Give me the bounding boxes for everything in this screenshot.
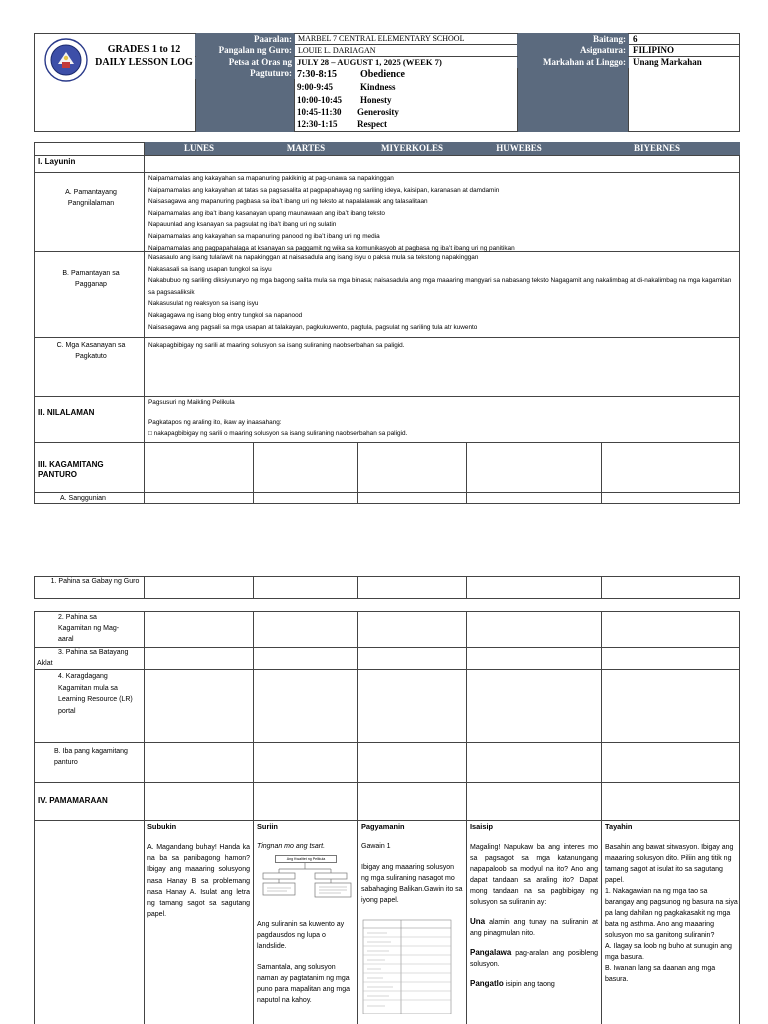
- suriin-title: Suriin: [257, 822, 278, 831]
- suriin-italic: Tingnan mo ang tsart.: [257, 843, 326, 850]
- suriin-cell: [257, 822, 354, 1006]
- content-line: Naisasagawa ang mapanuring pagbasa sa iba’t ibang uri ng teksto at napalalawak ang talasalitaan: [148, 198, 428, 206]
- tayahin-cell: [605, 822, 738, 985]
- schedule-value: Respect: [357, 119, 387, 129]
- baitang-value: 6: [633, 34, 638, 44]
- deped-seal-icon: [44, 38, 88, 82]
- isaisip-una: [470, 916, 598, 939]
- tayahin-option-b: B. Iwanan lang sa daanan ang mga basura.: [605, 965, 716, 983]
- content-line: Napauunlad ang ksanayan sa pagsulat ng iba’t ibang uri ng sulatin: [148, 221, 337, 229]
- subukin-text: A. Magandang buhay! Handa ka na ba sa panibagong hamon? Ibigay ang maaaring solusyong nasa Hanay B sa problemang nasa Hanay A. Isulat ang letra ng tamang sagot sa sagutang papel.: [147, 844, 250, 919]
- schedule-value: Obedience: [360, 69, 405, 80]
- pamamaraan-label: IV. PAMAMARAAN: [38, 796, 108, 805]
- content-line: Nakabubuo ng sariling diksiyunaryo ng mga bagong salita mula sa mga binasa; naisasadula ang mga maaaring mangyari sa nabasang teksto Nagagamit ang nakalimbag at di-nakalimbag na mga kagamitan sa pagsasaliksik: [148, 277, 732, 296]
- paaralan-label: Paaralan:: [195, 34, 295, 45]
- layunin-label: I. Layunin: [38, 157, 76, 166]
- suriin-p1: Ang suliranin sa kuwento ay pagdausdos ng lupa o landslide.: [257, 921, 345, 950]
- content-line: Naipamamalas ang pagpapahalaga at ksanayan sa paggamit ng wika sa komunikasyob at pagbasa ng iba’t ibang uri ng panitikan: [148, 244, 515, 252]
- petsa-value: JULY 28 – AUGUST 1, 2025 (WEEK 7): [297, 57, 442, 67]
- isaisip-pangatlo-bold: Pangatlo: [470, 979, 504, 988]
- schedule-row: [297, 69, 517, 81]
- pagyamanin-cell: [361, 822, 463, 1014]
- markahan-value: Unang Markahan: [633, 57, 702, 67]
- day-martes: MARTES: [286, 143, 326, 153]
- tayahin-title: Tayahin: [605, 822, 633, 831]
- suriin-p2: Samantala, ang solusyon naman ay pagtatanim ng mga puno para mapalitan ang mga naputol na kahoy.: [257, 964, 351, 1004]
- nilalaman-content: [148, 397, 738, 440]
- schedule-time: 10:00-10:45: [297, 95, 342, 105]
- title-line-2: DAILY LESSON LOG: [95, 57, 193, 68]
- pagyamanin-text: Ibigay ang maaaring solusyon ng mga suliraning nasagot mo sabahaging Balikan.Gawin ito sa iyong papel.: [361, 864, 463, 904]
- day-huwebes: HUWEBES: [496, 143, 542, 153]
- pagyamanin-title: Pagyamanin: [361, 822, 405, 831]
- isaisip-title: Isaisip: [470, 822, 494, 831]
- iba-pang-label: B. Iba pang kagamitang panturo: [54, 748, 128, 766]
- content-line: Naipamamalas ang kakayahan sa mapanuring panood ng iba’t ibang uri ng media: [148, 232, 380, 240]
- schedule-row: [297, 95, 517, 107]
- schedule-row: [297, 119, 517, 131]
- suriin-diagram-icon: [257, 855, 353, 913]
- content-line: Naisasagawa ang pagsali sa mga usapan at talakayan, pagkukuwento, pagtula, pagsulat ng sariling tula atr kuwento: [148, 323, 478, 331]
- content-line: Nakasusulat ng reaksyon sa isang isyu: [148, 300, 259, 308]
- sanggunian-label: A. Sanggunian: [60, 495, 106, 502]
- paaralan-value: MARBEL 7 CENTRAL ELEMENTARY SCHOOL: [298, 34, 465, 43]
- pamantayan-sa-pagganap-content: [148, 252, 738, 333]
- content-line: Naipamamalas ang iba’t ibang kasanayan upang maunawaan ang iba’t ibang teksto: [148, 209, 385, 217]
- subukin-cell: [147, 822, 250, 920]
- isaisip-una-bold: Una: [470, 917, 486, 926]
- subukin-title: Subukin: [147, 822, 177, 831]
- baitang-label: Baitang:: [517, 34, 629, 45]
- isaisip-pangatlo-text: isipin ang taong: [503, 981, 555, 988]
- nilalaman-label: II. NILALAMAN: [38, 408, 95, 417]
- tayahin-option-a: A. Ilagay sa loob ng buho at sunugin ang mga basura.: [605, 943, 732, 961]
- content-line: Naipamamalas ang kakayahan at tatas sa pagsasalita at pagpapahayag ng sariling ideya, kaisipan, karanasan at damdamin: [148, 186, 500, 194]
- isaisip-pangalawa: [470, 947, 598, 970]
- content-line: Naipamamalas ang kakayahan sa mapanuring pakikinig at pag-unawa sa napakinggan: [148, 175, 394, 182]
- pamantayang-pangnilalaman-label: A. Pamantayang Pangnilalaman: [65, 189, 117, 207]
- schedule-time: 10:45-11:30: [297, 107, 342, 117]
- schedule-time: 9:00-9:45: [297, 82, 333, 92]
- isaisip-pangatlo: [470, 978, 598, 990]
- tayahin-text: Basahin ang bawat sitwasyon. Ibigay ang maaaring solusyon dito. Piliin ang titik ng tamang sagot at isulat ito sa sagutang papel.: [605, 844, 734, 884]
- pagyamanin-sub: Gawain 1: [361, 843, 391, 850]
- schedule-row: [297, 107, 517, 119]
- petsa-label-1: Petsa at Oras ng: [195, 57, 295, 68]
- pamantayang-pangnilalaman-content: [148, 173, 738, 254]
- kasanayan-label: C. Mga Kasanayan sa Pagkatuto: [56, 342, 126, 360]
- isaisip-text: Magaling! Napukaw ba ang interes mo sa pagsagot sa mga katanungang napapaloob sa modyul na ito? Ano ang dapat tandaan sa araling ito? Dapat mong tandaan na sa pagbibigay ng solusyon sa suliranin ay:: [470, 844, 598, 906]
- isaisip-pangalawa-bold: Pangalawa: [470, 948, 512, 957]
- day-lunes: LUNES: [183, 143, 214, 153]
- pagyamanin-table-icon: [361, 918, 455, 1014]
- markahan-label: Markahan at Linggo:: [517, 57, 629, 68]
- schedule-value: Kindness: [360, 82, 396, 92]
- isaisip-cell: [470, 822, 598, 990]
- gabay-label: 1. Pahina sa Gabay ng Guro: [50, 578, 140, 585]
- content-line: Pagsusuri ng Maikling Pelikula: [148, 399, 235, 406]
- suriin-chart: [257, 855, 353, 913]
- karagdagang-label: 4. Karagdagang Kagamitan mula sa Learning Resource (LR) portal: [58, 673, 133, 715]
- kagamitang-label: III. KAGAMITANG PANTURO: [38, 460, 104, 479]
- kagamitan-mag-label: 2. Pahina sa Kagamitan ng Mag-aaral: [58, 614, 120, 643]
- day-biyernes: BIYERNES: [633, 143, 680, 153]
- guro-label: Pangalan ng Guro:: [195, 45, 295, 56]
- pamantayan-sa-pagganap-label: B. Pamantayan sa Pagganap: [62, 270, 120, 288]
- suriin-chart-title: Ang Kwalitet ng Pelikula: [275, 855, 337, 863]
- title-line-1: GRADES 1 to 12: [107, 44, 181, 55]
- schedule-value: Generosity: [357, 107, 399, 117]
- asignatura-value: FILIPINO: [633, 45, 675, 55]
- guro-value: LOUIE L. DARIAGAN: [298, 46, 376, 55]
- petsa-label-2: Pagtuturo:: [195, 68, 295, 79]
- content-line: □ nakapagbibigay ng sarili o maaring solusyon sa isang suliraning naobserbahan sa paligid.: [148, 430, 408, 438]
- content-line: Nakagagawa ng isang blog entry tungkol sa napanood: [148, 311, 303, 319]
- tayahin-item-1: 1. Nakagawian na ng mga tao sa barangay ang pagsunog ng basura na siya pa lang dahilan ng pagkakasakit ng mga bata ng asthma. Ano ang maaaring solusyon mo sa ganitong suliranin?: [605, 888, 738, 939]
- schedule-row: [297, 82, 517, 94]
- content-line: Nakasasali sa isang usapan tungkol sa isyu: [148, 265, 272, 273]
- day-miyerkoles: MIYERKOLES: [380, 143, 443, 153]
- content-line: Nasasaulo ang isang tula/awit na napakinggan at naisasadula ang isang isyu o paksa mula sa tekstong napakinggan: [148, 254, 479, 261]
- isaisip-una-text: alamin ang tunay na suliranin at ang pinagmulan nito.: [470, 919, 598, 937]
- asignatura-label: Asignatura:: [517, 45, 629, 56]
- schedule-value: Honesty: [360, 95, 392, 105]
- kasanayan-content: Nakapagbibigay ng sarili at maaring solusyon sa isang suliraning naobserbahan sa paligid.: [148, 342, 405, 349]
- content-line: Pagkatapos ng araling ito, ikaw ay inaasahang:: [148, 418, 282, 426]
- schedule-time: 12:30-1:15: [297, 119, 338, 129]
- days-header: [144, 142, 740, 155]
- schedule-time: 7:30-8:15: [297, 69, 337, 80]
- isaisip-pangalawa-text: pag-aralan ang posibleng solusyon.: [470, 950, 598, 968]
- batayang-label: 3. Pahina sa Batayang Aklat: [37, 649, 129, 667]
